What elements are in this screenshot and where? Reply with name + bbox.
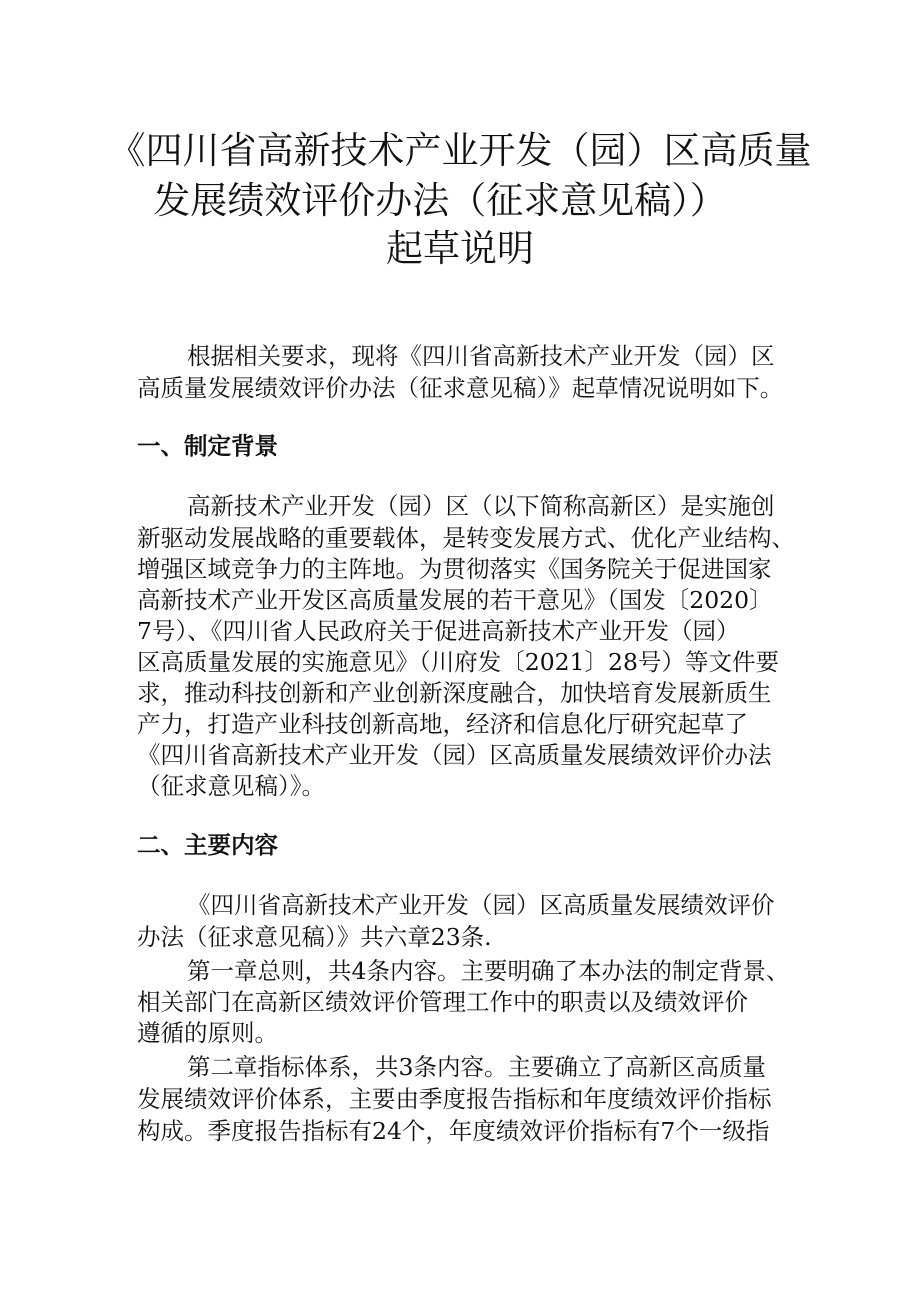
background-paragraph-line: 7号）、《四川省人民政府关于促进高新技术产业开发（园） (137, 617, 740, 645)
intro-paragraph-line: 高质量发展绩效评价办法（征求意见稿）》起草情况说明如下。 (137, 374, 784, 402)
background-paragraph-line: 高新技术产业开发（园）区（以下简称高新区）是实施创 (187, 492, 775, 520)
section-heading-background: 一、制定背景 (137, 432, 278, 460)
document-title-line-3: 起草说明 (386, 227, 534, 270)
document-title-line-2: 发展绩效评价办法（征求意见稿）） (153, 179, 727, 222)
background-paragraph-line: 求，推动科技创新和产业创新深度融合，加快培育发展新质生 (137, 679, 772, 707)
content-paragraph-line: 相关部门在高新区绩效评价管理工作中的职责以及绩效评价 (137, 988, 748, 1016)
content-paragraph-line: 构成。季度报告指标有24个，年度绩效评价指标有7个一级指 (137, 1117, 770, 1145)
content-paragraph-line: 遵循的原则。 (137, 1019, 278, 1047)
content-paragraph-line: 《四川省高新技术产业开发（园）区高质量发展绩效评价 (187, 891, 775, 919)
section-heading-main-content: 二、主要内容 (137, 831, 278, 859)
background-paragraph-line: 产力，打造产业科技创新高地，经济和信息化厅研究起草了 (137, 710, 748, 738)
background-paragraph-line: 增强区域竞争力的主阵地。为贯彻落实《国务院关于促进国家 (137, 555, 772, 583)
background-paragraph-line: 区高质量发展的实施意见》（川府发〔2021〕28号）等文件要 (137, 648, 779, 676)
document-title-line-1: 《四川省高新技术产业开发（园）区高质量 (108, 129, 812, 172)
intro-paragraph-line: 根据相关要求，现将《四川省高新技术产业开发（园）区 (187, 342, 775, 370)
background-paragraph-line: （征求意见稿）》。 (137, 772, 325, 800)
background-paragraph-line: 新驱动发展战略的重要载体，是转变发展方式、优化产业结构、 (137, 524, 795, 552)
background-paragraph-line: 《四川省高新技术产业开发（园）区高质量发展绩效评价办法 (137, 741, 772, 769)
content-paragraph-line: 第二章指标体系，共3条内容。主要确立了高新区高质量 (187, 1053, 766, 1081)
background-paragraph-line: 高新技术产业开发区高质量发展的若干意见》（国发〔2020〕 (137, 586, 773, 614)
content-paragraph-line: 办法（征求意见稿）》共六章23条. (137, 923, 492, 951)
content-paragraph-line: 发展绩效评价体系，主要由季度报告指标和年度绩效评价指标 (137, 1085, 772, 1113)
content-paragraph-line: 第一章总则，共4条内容。主要明确了本办法的制定背景、 (187, 957, 790, 985)
